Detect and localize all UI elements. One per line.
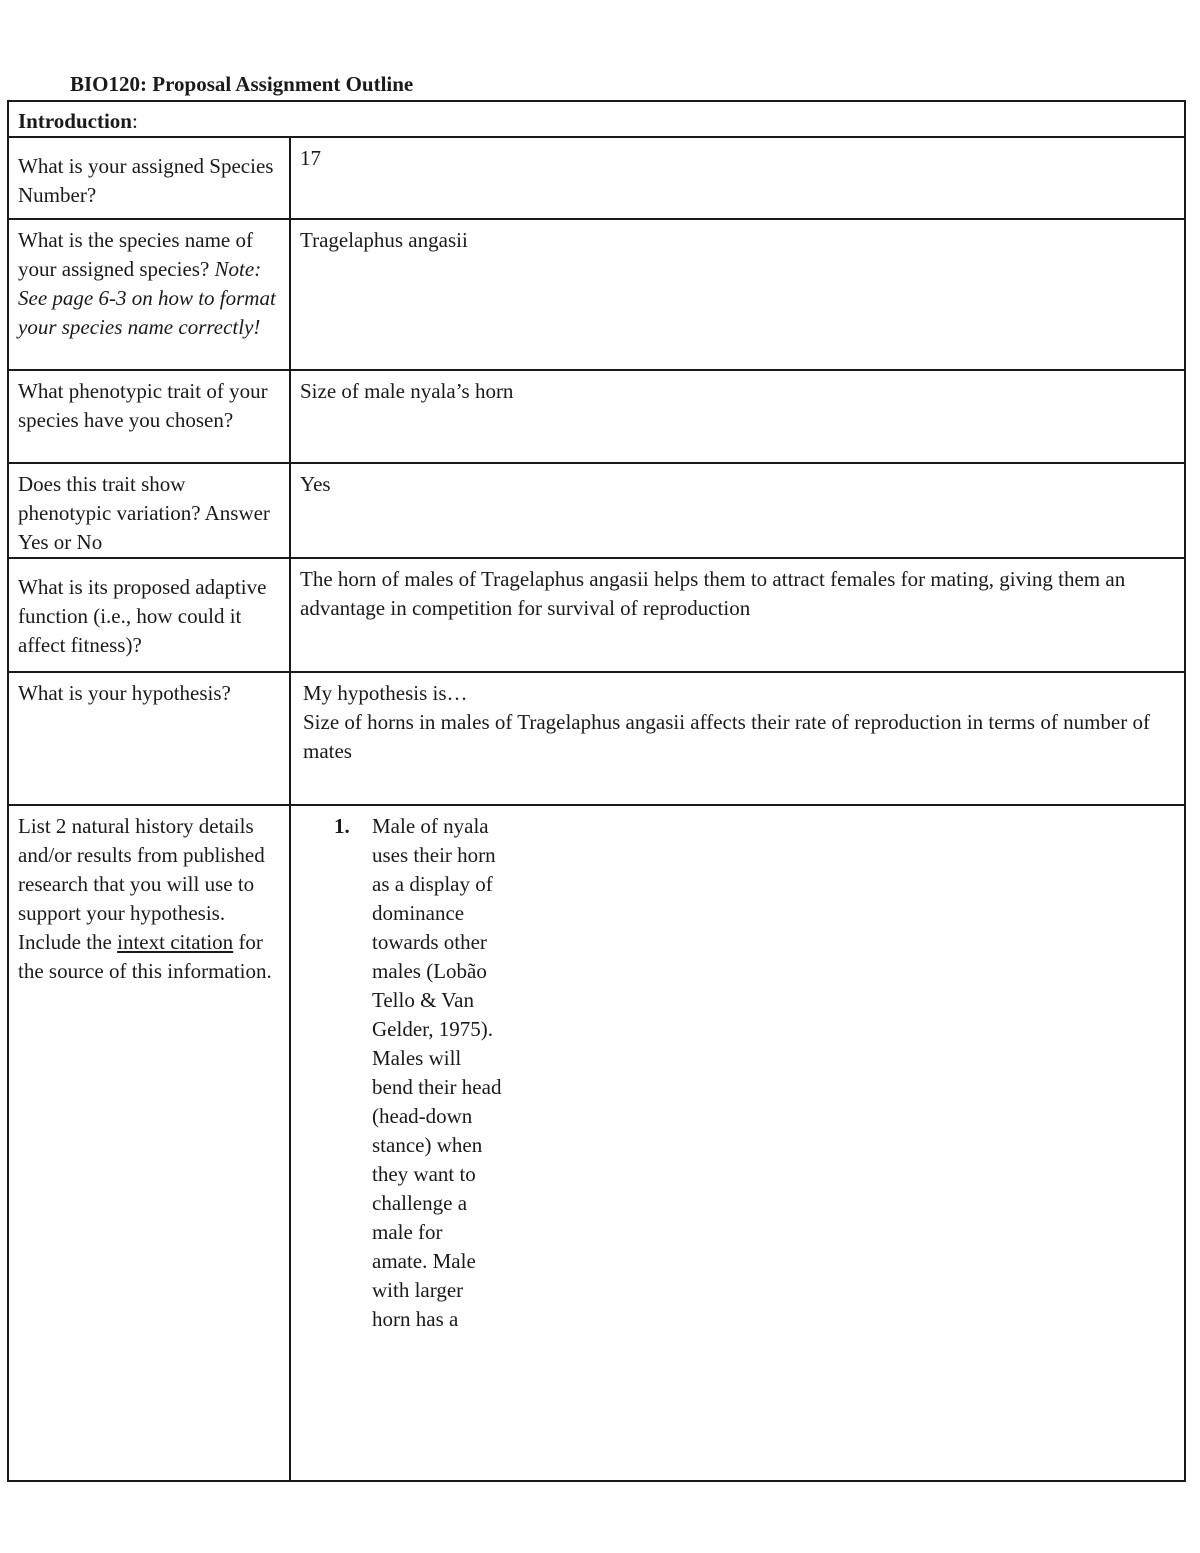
question-text: What is your hypothesis? bbox=[18, 681, 231, 705]
hypothesis-text: Size of horns in males of Tragelaphus angasii affects their rate of reproduction in terms of number of mates bbox=[303, 710, 1150, 763]
list-number: 1. bbox=[334, 814, 350, 838]
question-cell bbox=[8, 558, 290, 672]
intext-citation-link: intext citation bbox=[117, 930, 234, 954]
intro-row bbox=[8, 101, 1185, 137]
answer-cell bbox=[290, 219, 1185, 370]
question-text: What is the species name of your assigned species? bbox=[18, 228, 253, 281]
table-row bbox=[8, 558, 1185, 672]
answer-text: Yes bbox=[300, 472, 331, 496]
answer-text: 17 bbox=[300, 146, 321, 170]
question-text: What is your assigned Species Number? bbox=[18, 154, 274, 207]
table-row bbox=[8, 463, 1185, 558]
table-row bbox=[8, 219, 1185, 370]
answer-text: Tragelaphus angasii bbox=[300, 228, 468, 252]
question-note: Note: See page 6-3 on how to format your species name correctly! bbox=[18, 257, 276, 339]
answer-cell bbox=[290, 463, 1185, 558]
answer-text: The horn of males of Tragelaphus angasii helps them to attract females for mating, giving them an advantage in competition for survival of reproduction bbox=[300, 567, 1126, 620]
document-title: BIO120: Proposal Assignment Outline bbox=[70, 72, 414, 96]
question-cell bbox=[8, 137, 290, 219]
question-text: Does this trait show phenotypic variation? Answer Yes or No bbox=[18, 472, 270, 554]
question-text: What is its proposed adaptive function (i.e., how could it affect fitness)? bbox=[18, 575, 267, 657]
table-row bbox=[8, 672, 1185, 805]
answer-cell bbox=[290, 558, 1185, 672]
answer-cell bbox=[290, 672, 1185, 805]
question-cell bbox=[8, 370, 290, 463]
list-item: Male of nyala uses their horn as a display of dominance towards other males (Lobão Tello & Van Gelder, 1975). Males will bend their head (head-down stance) when they want to challenge a male for amate. Male with larger horn has a bbox=[372, 814, 502, 1331]
table-row bbox=[8, 137, 1185, 219]
hypothesis-box bbox=[300, 679, 1176, 766]
hypothesis-lead: My hypothesis is… bbox=[303, 681, 468, 705]
question-cell bbox=[8, 805, 290, 1481]
question-text: List 2 natural history details and/or results from published research that you will use to support your hypothesis. Include the bbox=[18, 814, 265, 954]
question-cell bbox=[8, 463, 290, 558]
table-row bbox=[8, 370, 1185, 463]
table-row bbox=[8, 805, 1185, 1481]
question-cell bbox=[8, 672, 290, 805]
intro-cell bbox=[8, 101, 1185, 137]
answer-cell bbox=[290, 370, 1185, 463]
answer-cell bbox=[290, 805, 1185, 1481]
question-cell bbox=[8, 219, 290, 370]
answer-cell bbox=[290, 137, 1185, 219]
answer-text: Size of male nyala’s horn bbox=[300, 379, 514, 403]
question-text: What phenotypic trait of your species have you chosen? bbox=[18, 379, 268, 432]
intro-colon: : bbox=[131, 109, 138, 133]
intro-label: Introduction bbox=[18, 109, 132, 133]
numbered-list bbox=[300, 812, 1176, 1334]
question-text-end: for the source of this information. bbox=[18, 930, 272, 983]
outline-table bbox=[7, 100, 1186, 1482]
